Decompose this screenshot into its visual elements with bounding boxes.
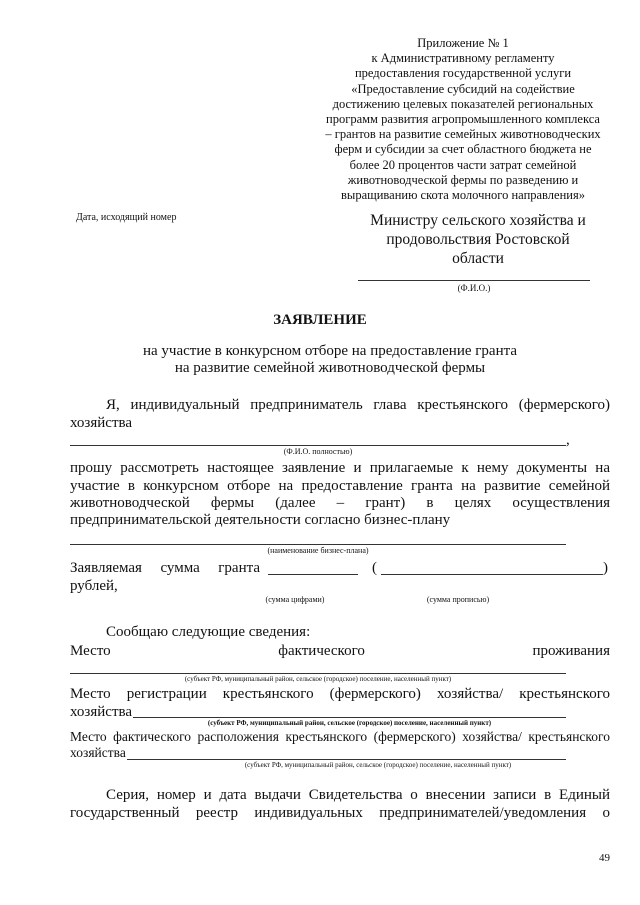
registration-label: Место регистрации крестьянского (фермерского) хозяйства/ крестьянского (70, 686, 610, 702)
fio-addressee-line[interactable] (358, 280, 590, 281)
addressee-line: Министру сельского хозяйства и (370, 212, 586, 229)
request-line: участие в конкурсном отборе на предоставление гранта на развитие семейной (70, 477, 610, 494)
business-plan-line[interactable] (70, 544, 566, 545)
appendix-line: «Предоставление субсидий на содействие (351, 81, 575, 96)
fio-full-caption: (Ф.И.О. полностью) (283, 447, 353, 456)
addressee-block (355, 211, 601, 268)
residence-line[interactable] (70, 673, 566, 674)
appendix-line: выращиванию скота молочного направления» (341, 188, 585, 203)
registration-label-cont: хозяйства (70, 704, 133, 720)
appendix-line: предоставления государственной услуги (354, 66, 572, 81)
amount-digits-field[interactable] (268, 574, 358, 575)
request-last-line: предпринимательской деятельности согласно бизнес-плану (70, 512, 451, 528)
appendix-line: программ развития агропромышленного комплекса (326, 112, 600, 127)
actual-location-label: Место фактического расположения крестьянского (фермерского) хозяйства/ крестьянского (70, 729, 610, 744)
residence-caption: (субъект РФ, муниципальный район, сельское (городское) поселение, населенный пункт) (184, 675, 452, 683)
request-paragraph (70, 460, 610, 513)
document-subtitle (120, 343, 540, 377)
residence-label: Место фактического проживания (70, 643, 610, 659)
request-line: животноводческой фермы (далее – грант) в целях осуществления (70, 495, 610, 511)
rubles-label: рублей, (70, 578, 118, 594)
actual-location-line[interactable] (127, 759, 566, 760)
amount-words-field[interactable] (381, 574, 603, 575)
request-line: прошу рассмотреть настоящее заявление и прилагаемые к нему документы на (70, 460, 610, 476)
appendix-line: к Административному регламенту (371, 51, 555, 66)
registration-line[interactable] (133, 717, 566, 718)
appendix-line: ферм и субсидии за счет областного бюджета не (334, 142, 592, 157)
applicant-intro: Я, индивидуальный предприниматель глава крестьянского (фермерского) (106, 397, 610, 413)
addressee-line: области (452, 250, 504, 267)
amount-words-caption: (сумма прописью) (426, 595, 490, 604)
amount-digits-caption: (сумма цифрами) (265, 595, 325, 604)
actual-location-caption: (субъект РФ, муниципальный район, сельское (городское) поселение, населенный пункт) (244, 761, 512, 769)
subtitle-line: на участие в конкурсном отборе на предоставление гранта (143, 343, 517, 359)
appendix-line: достижению целевых показателей региональных (332, 96, 594, 111)
page-number: 49 (599, 852, 610, 864)
appendix-header (318, 36, 608, 203)
business-plan-caption: (наименование бизнес-плана) (267, 546, 369, 555)
fio-full-line[interactable] (70, 445, 566, 446)
applicant-intro-cont: хозяйства (70, 415, 133, 431)
appendix-line: животноводческой фермы по разведению и (347, 172, 579, 187)
appendix-line: более 20 процентов части затрат семейной (349, 157, 577, 172)
addressee-line: продовольствия Ростовской (386, 231, 570, 248)
info-heading: Сообщаю следующие сведения: (106, 624, 311, 640)
date-number-label: Дата, исходящий номер (76, 212, 177, 223)
document-title: ЗАЯВЛЕНИЕ (273, 312, 367, 328)
fio-caption: (Ф.И.О.) (457, 283, 491, 293)
appendix-line: – грантов на развитие семейных животноводческих (325, 127, 601, 142)
registration-caption: (субъект РФ, муниципальный район, сельское (городское) поселение, населенный пункт) (207, 719, 492, 727)
appendix-line: Приложение № 1 (417, 36, 509, 50)
certificate-paragraph: Серия, номер и дата выдачи Свидетельства о внесении записи в Единый (106, 787, 610, 803)
comma: , (566, 432, 570, 448)
actual-location-label-cont: хозяйства (70, 745, 126, 760)
grant-amount-label: Заявляемая сумма гранта (70, 560, 260, 576)
subtitle-line: на развитие семейной животноводческой фермы (174, 360, 486, 376)
certificate-paragraph-cont: государственный реестр индивидуальных предпринимателей/уведомления о (70, 805, 610, 821)
